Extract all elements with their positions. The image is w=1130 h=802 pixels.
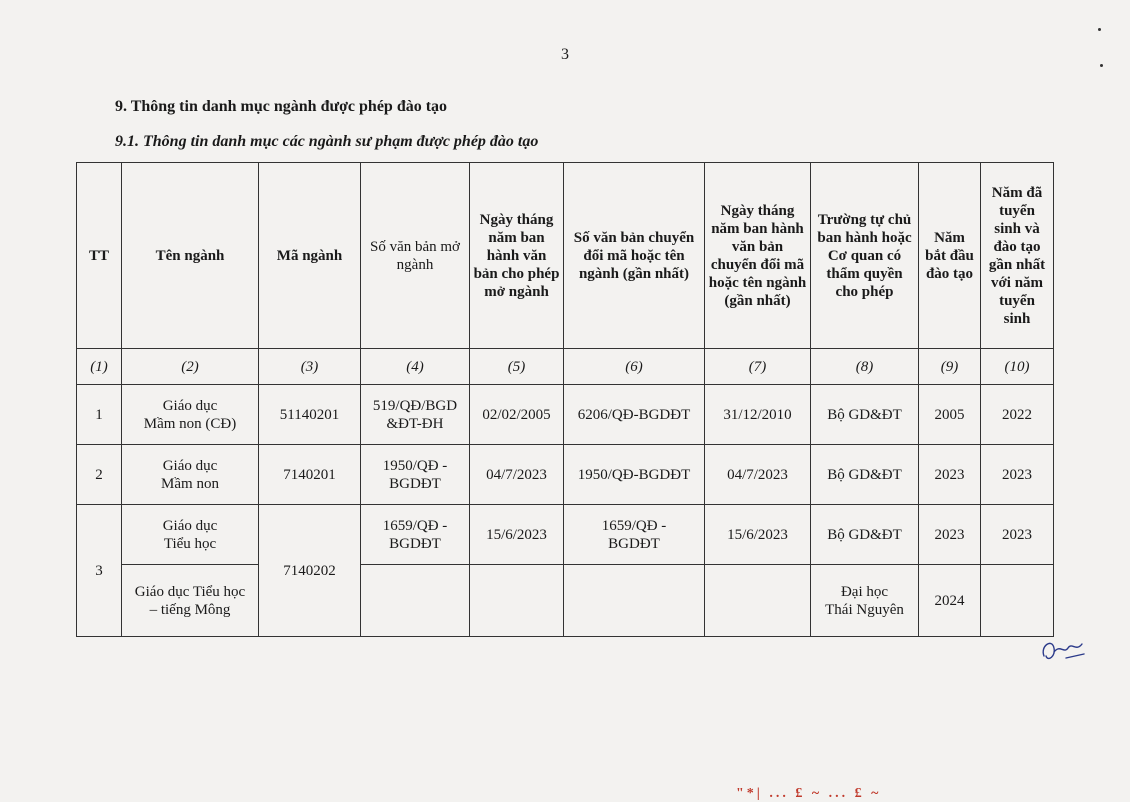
index-cell: (4) <box>361 349 470 385</box>
cell-open-date: 02/02/2005 <box>470 385 564 445</box>
cell-authority: Đại học Thái Nguyên <box>811 565 919 637</box>
cell-latest-year <box>981 565 1054 637</box>
table-row <box>77 385 1054 445</box>
cell-tt: 1 <box>77 385 122 445</box>
cell-change-date: 31/12/2010 <box>705 385 811 445</box>
cell-change-date: 15/6/2023 <box>705 505 811 565</box>
table-row <box>77 505 1054 565</box>
cell-change-decision <box>564 565 705 637</box>
cell-program-name: Giáo dục Tiểu học <box>122 505 259 565</box>
header-cell: Mã ngành <box>259 163 361 349</box>
cell-open-date <box>470 565 564 637</box>
header-cell: Ngày tháng năm ban hành văn bản chuyển đổi mã hoặc tên ngành (gần nhất) <box>705 163 811 349</box>
index-cell: (7) <box>705 349 811 385</box>
header-cell: Năm đã tuyển sinh và đào tạo gần nhất với năm tuyển sinh <box>981 163 1054 349</box>
header-cell: Năm bắt đầu đào tạo <box>919 163 981 349</box>
index-cell: (3) <box>259 349 361 385</box>
cell-change-date <box>705 565 811 637</box>
index-row <box>77 349 1054 385</box>
cell-program-name: Giáo dục Mầm non <box>122 445 259 505</box>
cell-open-decision <box>361 565 470 637</box>
index-cell: (10) <box>981 349 1054 385</box>
cell-change-decision: 1950/QĐ-BGDĐT <box>564 445 705 505</box>
cell-change-date: 04/7/2023 <box>705 445 811 505</box>
index-cell: (9) <box>919 349 981 385</box>
cell-program-code: 51140201 <box>259 385 361 445</box>
cell-tt: 2 <box>77 445 122 505</box>
cell-start-year: 2005 <box>919 385 981 445</box>
section-subheading: 9.1. Thông tin danh mục các ngành sư phạm được phép đào tạo <box>115 133 539 150</box>
index-cell: (2) <box>122 349 259 385</box>
cell-latest-year: 2023 <box>981 445 1054 505</box>
cell-open-decision: 1659/QĐ - BGDĐT <box>361 505 470 565</box>
header-cell: Ngày tháng năm ban hành văn bản cho phép mở ngành <box>470 163 564 349</box>
program-table <box>76 162 1054 637</box>
header-cell: Trường tự chủ ban hành hoặc Cơ quan có thẩm quyền cho phép <box>811 163 919 349</box>
header-row <box>77 163 1054 349</box>
header-cell: TT <box>77 163 122 349</box>
table-row <box>77 445 1054 505</box>
cell-authority: Bộ GD&ĐT <box>811 505 919 565</box>
cell-start-year: 2023 <box>919 505 981 565</box>
section-heading: 9. Thông tin danh mục ngành được phép đào tạo <box>115 98 448 115</box>
cell-authority: Bộ GD&ĐT <box>811 445 919 505</box>
red-stamp-fragment: "*| ... £ ~ ... £ ~ <box>736 786 882 801</box>
cell-open-date: 15/6/2023 <box>470 505 564 565</box>
cell-program-name: Giáo dục Mầm non (CĐ) <box>122 385 259 445</box>
cell-latest-year: 2023 <box>981 505 1054 565</box>
index-cell: (6) <box>564 349 705 385</box>
cell-program-code: 7140202 <box>259 505 361 637</box>
cell-open-decision: 1950/QĐ - BGDĐT <box>361 445 470 505</box>
scan-speck <box>1098 28 1101 31</box>
cell-program-code: 7140201 <box>259 445 361 505</box>
cell-latest-year: 2022 <box>981 385 1054 445</box>
header-cell: Số văn bản mở ngành <box>361 163 470 349</box>
index-cell: (1) <box>77 349 122 385</box>
signature-mark <box>1038 632 1088 668</box>
index-cell: (8) <box>811 349 919 385</box>
cell-program-name: Giáo dục Tiểu học – tiếng Mông <box>122 565 259 637</box>
cell-tt: 3 <box>77 505 122 637</box>
header-cell: Tên ngành <box>122 163 259 349</box>
cell-start-year: 2023 <box>919 445 981 505</box>
cell-change-decision: 1659/QĐ - BGDĐT <box>564 505 705 565</box>
page-number: 3 <box>561 46 569 63</box>
cell-authority: Bộ GD&ĐT <box>811 385 919 445</box>
cell-open-date: 04/7/2023 <box>470 445 564 505</box>
scan-speck <box>1100 64 1103 67</box>
cell-open-decision: 519/QĐ/BGD &ĐT-ĐH <box>361 385 470 445</box>
table-row <box>77 565 1054 637</box>
cell-start-year: 2024 <box>919 565 981 637</box>
index-cell: (5) <box>470 349 564 385</box>
cell-change-decision: 6206/QĐ-BGDĐT <box>564 385 705 445</box>
header-cell: Số văn bản chuyển đổi mã hoặc tên ngành (gần nhất) <box>564 163 705 349</box>
